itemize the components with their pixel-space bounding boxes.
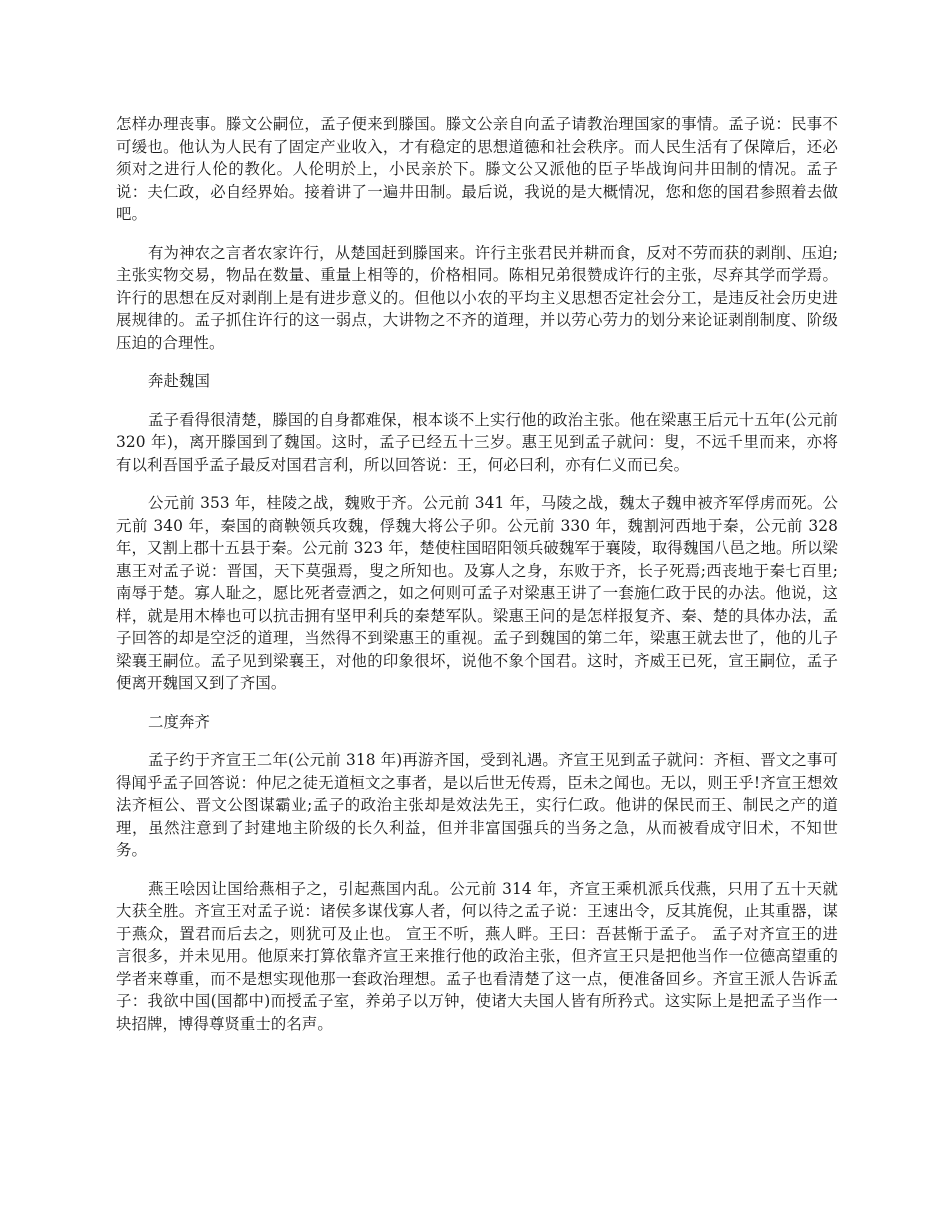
document-body <box>116 113 838 1051</box>
paragraph-yan: 燕王哙因让国给燕相子之，引起燕国内乱。公元前 314 年，齐宣王乘机派兵伐燕，只用了五十天就大获全胜。齐宣王对孟子说：诸侯多谋伐寡人者，何以待之孟子说：王速出令，反其旄倪，止其重器，谋于燕众，置君而后去之，则犹可及止也。 宣王不听，燕人畔。王曰：吾甚惭于孟子。 孟子对齐宣王的进言很多，并未见用。他原来打算依靠齐宣王来推行他的政治主张，但齐宣王只是把他当作一位德高望重的学者来尊重，而不是想实现他那一套政治理想。孟子也看清楚了这一点，便准备回乡。齐宣王派人告诉孟子：我欲中国(国都中)而授孟子室，养弟子以万钟，使诸大夫国人皆有所矜式。这实际上是把孟子当作一块招牌，博得尊贤重士的名声。 <box>116 879 838 1033</box>
section-heading-qi: 二度奔齐 <box>148 712 210 731</box>
paragraph-qi-xuan: 孟子约于齐宣王二年(公元前 318 年)再游齐国，受到礼遇。齐宣王见到孟子就问：齐桓、晋文之事可得闻乎孟子回答说：仲尼之徒无道桓文之事者，是以后世无传焉，臣未之闻也。无以，则王乎!齐宣王想效法齐桓公、晋文公图谋霸业;孟子的政治主张却是效法先王，实行仁政。他讲的保民而王、制民之产的道理，虽然注意到了封建地主阶级的长久利益，但并非富国强兵的当务之急，从而被看成守旧术，不知世务。 <box>116 751 838 859</box>
paragraph-to-wei: 孟子看得很清楚，滕国的自身都难保，根本谈不上实行他的政治主张。他在梁惠王后元十五年(公元前 320 年)，离开滕国到了魏国。这时，孟子已经五十三岁。惠王见到孟子就问：叟，不远千里而来，亦将有以利吾国乎孟子最反对国君言利，所以回答说：王，何必曰利，亦有仁义而已矣。 <box>116 410 838 474</box>
section-heading-wei: 奔赴魏国 <box>148 372 210 390</box>
paragraph-continuation: 怎样办理丧事。滕文公嗣位，孟子便来到滕国。滕文公亲自向孟子请教治理国家的事情。孟子说：民事不可缓也。他认为人民有了固定产业收入，才有稳定的思想道德和社会秩序。而人民生活有了保障后，还必须对之进行人伦的教化。人伦明於上，小民亲於下。滕文公又派他的臣子毕战询问井田制的情况。孟子说：夫仁政，必自经界始。接着讲了一遍井田制。最后说，我说的是大概情况，您和您的国君参照着去做吧。 <box>116 115 838 223</box>
paragraph-wei-wars: 公元前 353 年，桂陵之战，魏败于齐。公元前 341 年，马陵之战，魏太子魏申被齐军俘虏而死。公元前 340 年，秦国的商鞅领兵攻魏，俘魏大将公子卯。公元前 330 年，魏割河西地于秦，公元前 328 年，又割上郡十五县于秦。公元前 323 年，楚使柱国昭阳领兵破魏军于襄陵，取得魏国八邑之地。所以梁惠王对孟子说：晋国，天下莫强焉，叟之所知也。及寡人之身，东败于齐，长子死焉;西丧地于秦七百里;南辱于楚。寡人耻之，愿比死者壹洒之，如之何则可孟子对梁惠王讲了一套施仁政于民的办法。他说，这样，就是用木棒也可以抗击拥有坚甲利兵的秦楚军队。梁惠王问的是怎样报复齐、秦、楚的具体办法，孟子回答的却是空泛的道理，当然得不到梁惠王的重视。孟子到魏国的第二年，梁惠王就去世了，他的儿子梁襄王嗣位。孟子见到梁襄王，对他的印象很坏，说他不象个国君。这时，齐威王已死，宣王嗣位，孟子便离开魏国又到了齐国。 <box>116 494 838 692</box>
paragraph-xu-xing: 有为神农之言者农家许行，从楚国赶到滕国来。许行主张君民并耕而食，反对不劳而获的剥削、压迫;主张实物交易，物品在数量、重量上相等的，价格相同。陈相兄弟很赞成许行的主张，尽弃其学而学焉。许行的思想在反对剥削上是有进步意义的。但他以小农的平均主义思想否定社会分工，是违反社会历史进展规律的。孟子抓住许行的这一弱点，大讲物之不齐的道理，并以劳心劳力的划分来论证剥削制度、阶级压迫的合理性。 <box>116 243 838 352</box>
